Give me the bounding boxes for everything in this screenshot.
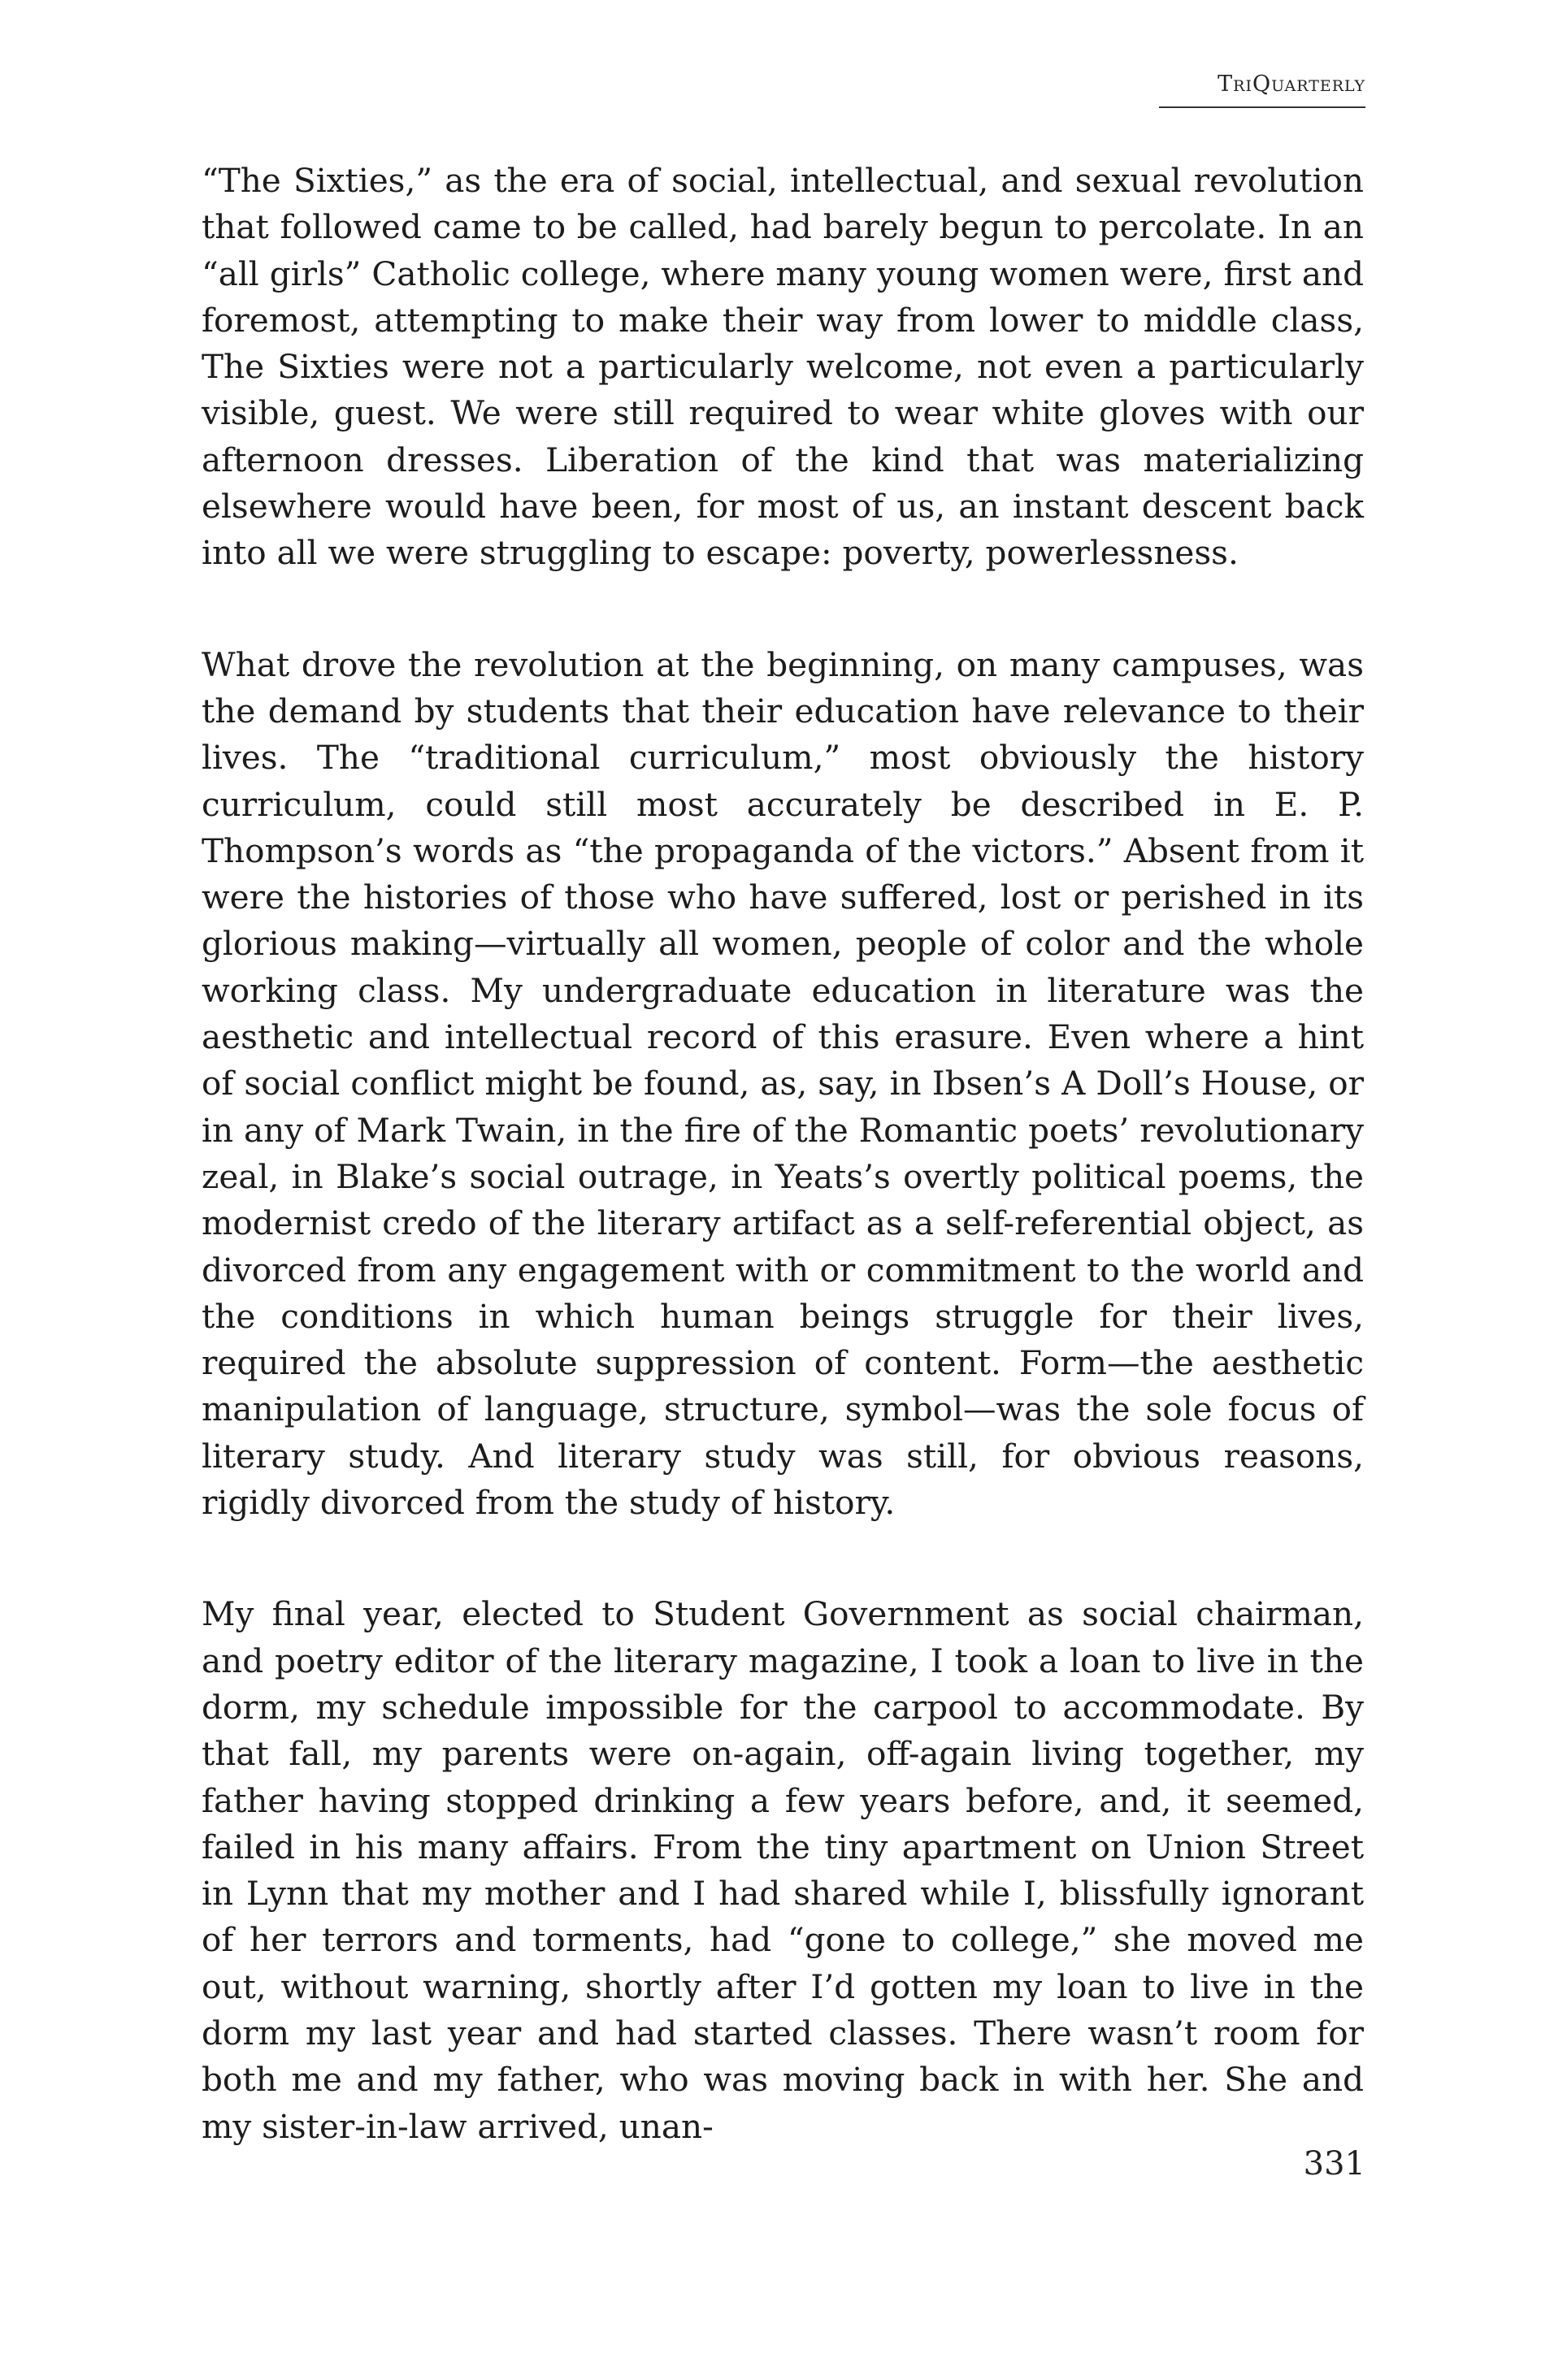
- paragraph-2: What drove the revolution at the beginning, on many campuses, was the demand by students that their education have relevance to their lives. The “traditional curriculum,” most obviously the history curriculum, could still most accurately be described in E. P. Thompson’s words as “the propaganda of the victors.” Absent from it were the histories of those who have suffered, lost or perished in its glorious making—virtually all women, people of color and the whole working class. My undergraduate education in literature was the aesthetic and intellectual record of this erasure. Even where a hint of social conflict might be found, as, say, in Ibsen’s A Doll’s House, or in any of Mark Twain, in the fire of the Romantic poets’ revolutionary zeal, in Blake’s social outrage, in Yeats’s overtly political poems, the modernist credo of the literary artifact as a self-referential object, as divorced from any engagement with or commitment to the world and the conditions in which human beings struggle for their lives, required the absolute suppression of content. Form—the aesthetic manipulation of language, structure, symbol—was the sole focus of literary study. And literary study was still, for obvious reasons, rigidly divorced from the study of history.: [202, 644, 1364, 1523]
- running-head-rule: [1159, 106, 1365, 108]
- paragraph-1: “The Sixties,” as the era of social, intellectual, and sexual revolution that followed came to be called, had barely begun to percolate. In an “all girls” Catholic college, where many young women were, first and foremost, attempting to make their way from lower to middle class, The Sixties were not a particularly welcome, not even a particularly visible, guest. We were still required to wear white gloves with our afternoon dresses. Liberation of the kind that was materializing elsewhere would have been, for most of us, an instant descent back into all we were struggling to escape: poverty, powerlessness.: [202, 161, 1364, 573]
- running-head: TriQuarterly: [1218, 72, 1365, 97]
- paragraph-3: My final year, elected to Student Government as social chairman, and poetry editor of the literary magazine, I took a loan to live in the dorm, my schedule impossible for the carpool to accommodate. By that fall, my parents were on-again, off-again living together, my father having stopped drinking a few years before, and, it seemed, failed in his many affairs. From the tiny apartment on Union Street in Lynn that my mother and I had shared while I, blissfully ignorant of her terrors and torments, had “gone to college,” she moved me out, without warning, shortly after I’d gotten my loan to live in the dorm my last year and had started classes. There wasn’t room for both me and my father, who was moving back in with her. She and my sister-in-law arrived, unan-: [202, 1594, 1364, 2146]
- page-number: 331: [1303, 2145, 1365, 2183]
- body-text: [202, 158, 1364, 2150]
